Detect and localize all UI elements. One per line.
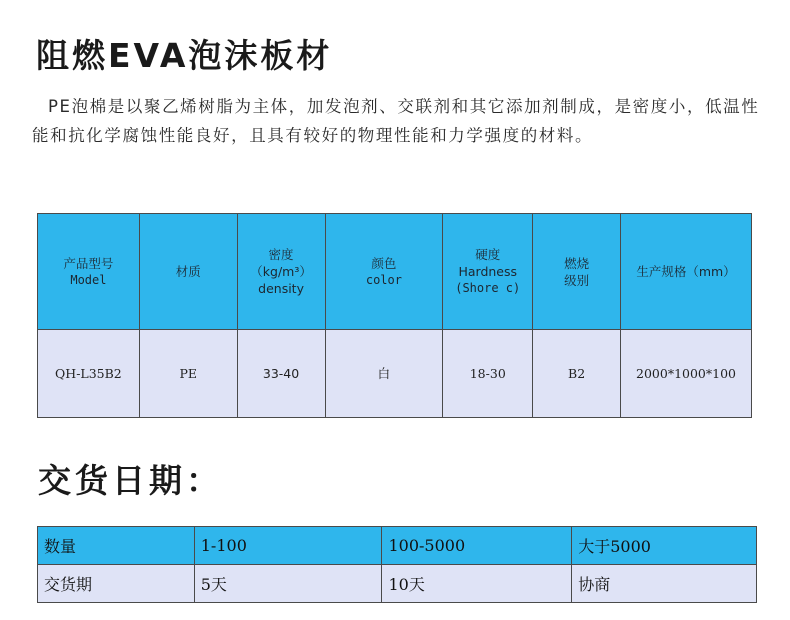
delivery-cell: 交货期 [38,565,195,603]
header-color: 颜色 color [325,214,443,330]
header-model: 产品型号 Model [38,214,140,330]
spec-table [37,213,752,418]
delivery-cell: 数量 [38,527,195,565]
cell-density: 33-40 [237,330,325,418]
delivery-cell: 大于5000 [572,527,757,565]
header-fire-rating: 燃烧 级别 [533,214,621,330]
cell-size: 2000*1000*100 [621,330,752,418]
delivery-table [37,526,757,603]
header-hardness: 硬度 Hardness (Shore c) [443,214,533,330]
header-size: 生产规格（mm） [621,214,752,330]
product-description: PE泡棉是以聚乙烯树脂为主体，加发泡剂、交联剂和其它添加剂制成，是密度小，低温性能和抗化学腐蚀性能良好，且具有较好的物理性能和力学强度的材料。 [32,97,760,145]
cell-color: 白 [325,330,443,418]
delivery-cell: 100-5000 [382,527,572,565]
delivery-title: 交货日期： [38,461,223,500]
header-material: 材质 [139,214,237,330]
delivery-cell: 协商 [572,565,757,603]
spec-header-row [38,214,752,330]
delivery-header-row [38,527,757,565]
cell-hardness: 18-30 [443,330,533,418]
header-density: 密度 （kg/m³） density [237,214,325,330]
delivery-cell: 5天 [194,565,382,603]
delivery-cell: 10天 [382,565,572,603]
cell-material: PE [139,330,237,418]
page-title: 阻燃EVA泡沫板材 [36,36,333,75]
cell-model: QH-L35B2 [38,330,140,418]
cell-fire-rating: B2 [533,330,621,418]
delivery-cell: 1-100 [194,527,382,565]
table-row [38,565,757,603]
table-row [38,330,752,418]
